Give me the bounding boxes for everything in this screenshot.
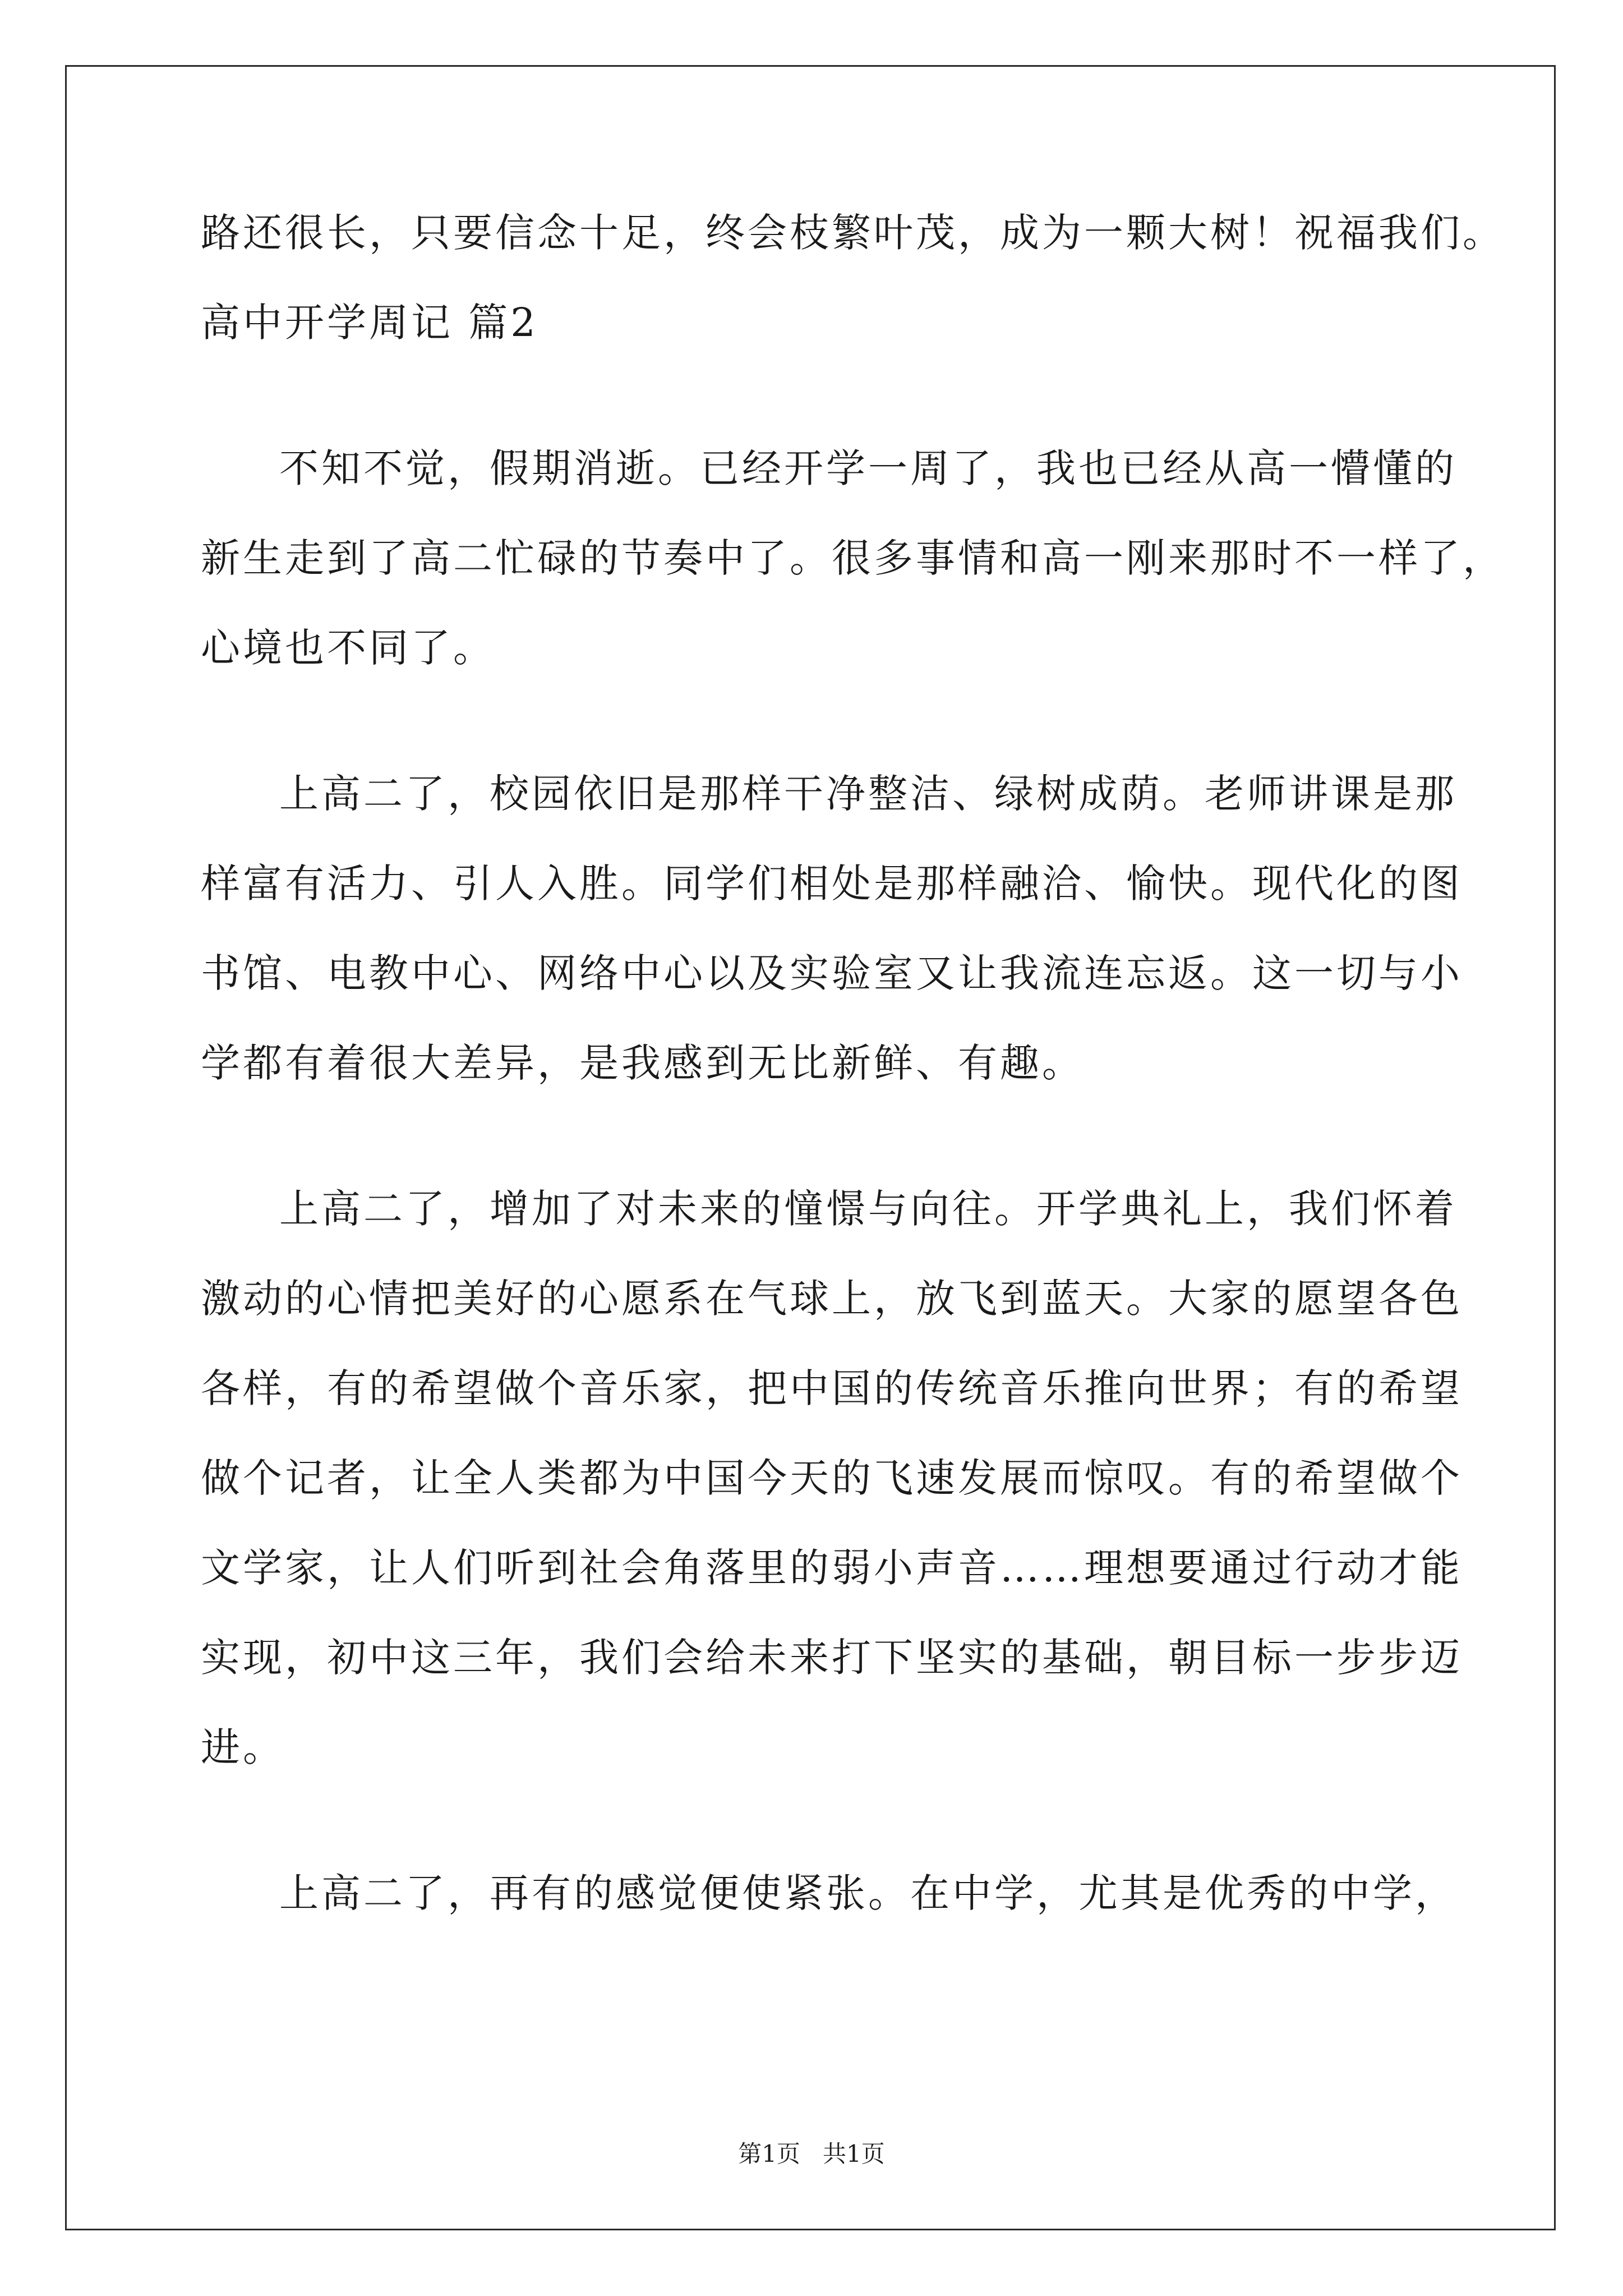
paragraph-1-line-1: 不知不觉，假期消逝。已经开学一周了，我也已经从高一懵懂的 [279, 445, 1457, 491]
text-line-continuation: 路还很长，只要信念十足，终会枝繁叶茂，成为一颗大树！祝福我们。 [201, 210, 1505, 256]
paragraph-3-line-4: 做个记者，让全人类都为中国今天的飞速发展而惊叹。有的希望做个 [201, 1455, 1463, 1501]
paragraph-3-line-3: 各样，有的希望做个音乐家，把中国的传统音乐推向世界；有的希望 [201, 1365, 1463, 1411]
paragraph-2-line-2: 样富有活力、引人入胜。同学们相处是那样融洽、愉快。现代化的图 [201, 861, 1463, 907]
paragraph-3-line-6: 实现，初中这三年，我们会给未来打下坚实的基础，朝目标一步步迈 [201, 1635, 1463, 1681]
page-number-footer: 第1页 共1页 [738, 2140, 885, 2168]
paragraph-1-line-2: 新生走到了高二忙碌的节奏中了。很多事情和高一刚来那时不一样了， [201, 535, 1505, 581]
section-heading: 高中开学周记 篇2 [201, 300, 538, 346]
paragraph-3-line-2: 激动的心情把美好的心愿系在气球上，放飞到蓝天。大家的愿望各色 [201, 1276, 1463, 1322]
paragraph-2-line-1: 上高二了，校园依旧是那样干净整洁、绿树成荫。老师讲课是那 [279, 771, 1457, 817]
paragraph-3-line-7: 进。 [201, 1724, 285, 1770]
paragraph-1-line-3: 心境也不同了。 [201, 625, 495, 671]
paragraph-2-line-4: 学都有着很大差异，是我感到无比新鲜、有趣。 [201, 1040, 1084, 1086]
paragraph-3-line-5: 文学家，让人们听到社会角落里的弱小声音……理想要通过行动才能 [201, 1545, 1463, 1591]
paragraph-2-line-3: 书馆、电教中心、网络中心以及实验室又让我流连忘返。这一切与小 [201, 950, 1463, 996]
paragraph-4-line-1: 上高二了，再有的感觉便使紧张。在中学，尤其是优秀的中学， [279, 1870, 1457, 1916]
paragraph-3-line-1: 上高二了，增加了对未来的憧憬与向往。开学典礼上，我们怀着 [279, 1186, 1457, 1232]
